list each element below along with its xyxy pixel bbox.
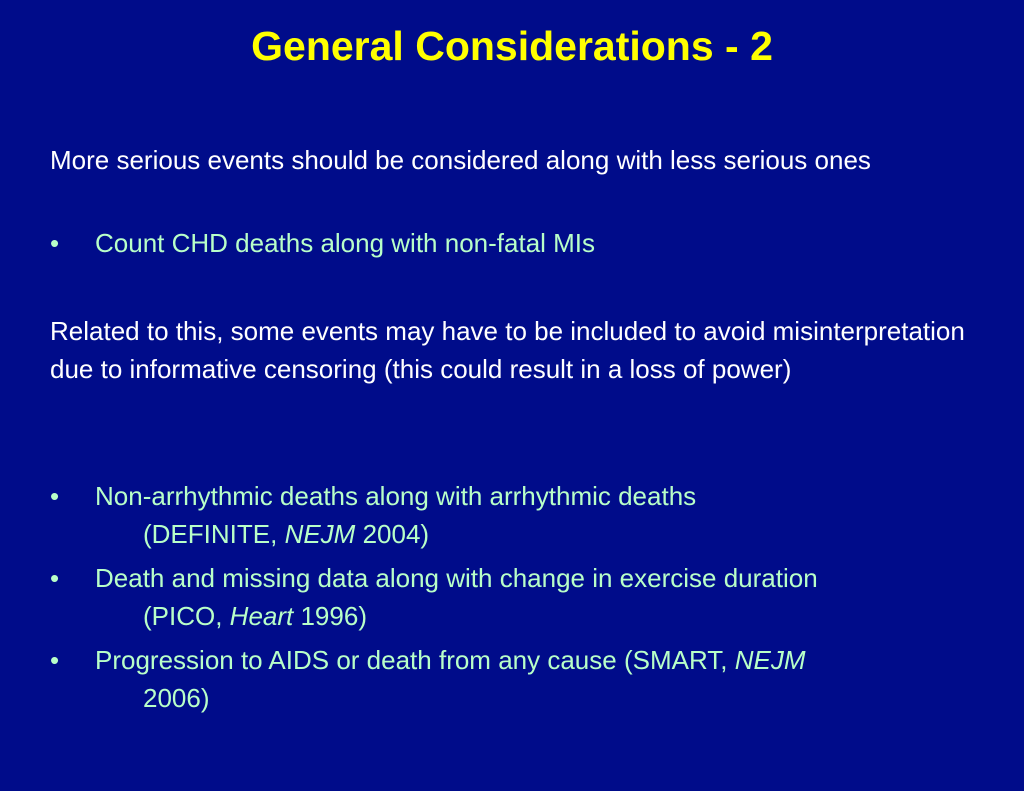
- citation-journal: NEJM: [284, 519, 356, 549]
- paragraph-informative-censoring: Related to this, some events may have to be included to avoid misinterpretation due to informative censoring (this could result in a loss of power): [50, 316, 965, 384]
- citation-study: (DEFINITE,: [143, 519, 285, 549]
- citation: [95, 515, 975, 553]
- bullet-text: [95, 477, 975, 553]
- bullet-main-text: Progression to AIDS or death from any cause (SMART,: [95, 645, 735, 675]
- citation: [95, 597, 975, 635]
- bullet-text: Count CHD deaths along with non-fatal MIs: [95, 228, 596, 258]
- bullet-dot: •: [50, 563, 60, 593]
- bullet-dot: •: [50, 481, 60, 511]
- bullet-dot: •: [50, 228, 60, 258]
- citation-year: 1996): [293, 601, 367, 631]
- bullet-main-text: Non-arrhythmic deaths along with arrhythmic deaths: [95, 481, 697, 511]
- citation-year: 2006): [143, 683, 210, 713]
- citation-study: (PICO,: [143, 601, 230, 631]
- citation-year: 2004): [355, 519, 430, 549]
- citation-journal: Heart: [229, 601, 294, 631]
- citation-journal: NEJM: [734, 645, 806, 675]
- bullet-text: [95, 641, 975, 717]
- bullet-main-text: Death and missing data along with change in exercise duration: [95, 563, 818, 593]
- paragraph-serious-events: More serious events should be considered along with less serious ones: [50, 145, 871, 175]
- bullet-text: [95, 559, 975, 635]
- bullet-dot: •: [50, 645, 60, 675]
- slide-title: General Considerations - 2: [251, 23, 773, 69]
